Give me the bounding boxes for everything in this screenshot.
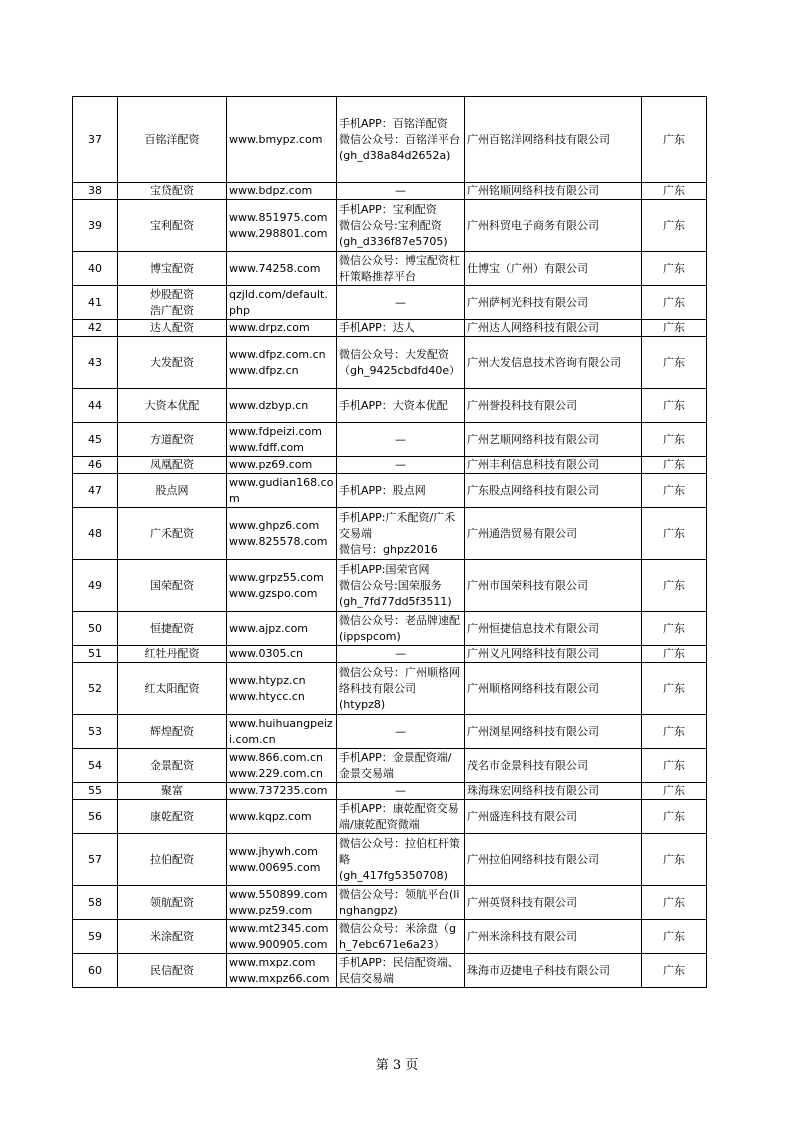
table-row — [73, 320, 707, 337]
row-number: 59 — [73, 920, 118, 954]
platform-app-info: 手机APP：民信配资端、民信交易端 — [337, 954, 465, 988]
row-number: 46 — [73, 457, 118, 474]
platform-website: www.851975.com www.298801.com — [227, 200, 337, 252]
company-name: 广州百铭洋网络科技有限公司 — [465, 97, 642, 183]
company-name: 广州通浩贸易有限公司 — [465, 508, 642, 560]
platform-app-info: 手机APP：达人 — [337, 320, 465, 337]
company-name: 广州拉伯网络科技有限公司 — [465, 834, 642, 886]
row-number: 52 — [73, 663, 118, 715]
table-row — [73, 97, 707, 183]
province: 广东 — [642, 663, 707, 715]
province: 广东 — [642, 183, 707, 200]
platform-name: 拉伯配资 — [118, 834, 227, 886]
company-name: 仕博宝（广州）有限公司 — [465, 252, 642, 286]
row-number: 43 — [73, 337, 118, 389]
province: 广东 — [642, 954, 707, 988]
province: 广东 — [642, 389, 707, 423]
platform-website: www.grpz55.com www.gzspo.com — [227, 560, 337, 612]
table-row — [73, 423, 707, 457]
platform-name: 达人配资 — [118, 320, 227, 337]
platform-app-info: 手机APP:广禾配资/广禾交易端 微信号：ghpz2016 — [337, 508, 465, 560]
platform-app-info: 微信公众号：广州顺格网络科技有限公司 (htypz8) — [337, 663, 465, 715]
platform-app-info: — — [337, 423, 465, 457]
row-number: 42 — [73, 320, 118, 337]
platform-website: www.gudian168.com — [227, 474, 337, 508]
company-name: 广州萨柯光科技有限公司 — [465, 286, 642, 320]
company-name: 广州米涂科技有限公司 — [465, 920, 642, 954]
table-row — [73, 389, 707, 423]
row-number: 54 — [73, 749, 118, 783]
province: 广东 — [642, 612, 707, 646]
row-number: 39 — [73, 200, 118, 252]
table-body — [73, 97, 707, 988]
table-row — [73, 252, 707, 286]
platform-website: www.bdpz.com — [227, 183, 337, 200]
company-name: 广州誉投科技有限公司 — [465, 389, 642, 423]
platform-app-info: 微信公众号：博宝配资杠杆策略推荐平台 — [337, 252, 465, 286]
platform-website: www.550899.com www.pz59.com — [227, 886, 337, 920]
platform-name: 凤凰配资 — [118, 457, 227, 474]
table-row — [73, 886, 707, 920]
company-name: 广州市国荣科技有限公司 — [465, 560, 642, 612]
province: 广东 — [642, 97, 707, 183]
platform-website: www.0305.cn — [227, 646, 337, 663]
platform-app-info: 微信公众号：老品牌速配(ippspcom) — [337, 612, 465, 646]
row-number: 48 — [73, 508, 118, 560]
province: 广东 — [642, 560, 707, 612]
platform-website: www.fdpeizi.com www.fdff.com — [227, 423, 337, 457]
platform-website: www.dfpz.com.cn www.dfpz.cn — [227, 337, 337, 389]
platform-name: 大发配资 — [118, 337, 227, 389]
platform-name: 米涂配资 — [118, 920, 227, 954]
table-row — [73, 457, 707, 474]
page-number: 第 3 页 — [375, 1058, 419, 1073]
company-name: 广州达人网络科技有限公司 — [465, 320, 642, 337]
company-name: 广州丰利信息科技有限公司 — [465, 457, 642, 474]
row-number: 47 — [73, 474, 118, 508]
table-row — [73, 834, 707, 886]
table-row — [73, 920, 707, 954]
row-number: 41 — [73, 286, 118, 320]
table-row — [73, 286, 707, 320]
row-number: 44 — [73, 389, 118, 423]
province: 广东 — [642, 252, 707, 286]
province: 广东 — [642, 800, 707, 834]
platform-app-info: 手机APP：百铭洋配资 微信公众号：百铭洋平台 (gh_d38a84d2652a) — [337, 97, 465, 183]
row-number: 56 — [73, 800, 118, 834]
row-number: 55 — [73, 783, 118, 800]
table-row — [73, 474, 707, 508]
province: 广东 — [642, 320, 707, 337]
platform-website: www.866.com.cn www.229.com.cn — [227, 749, 337, 783]
platform-name: 宝利配资 — [118, 200, 227, 252]
platform-name: 红牡丹配资 — [118, 646, 227, 663]
table-row — [73, 508, 707, 560]
table-row — [73, 783, 707, 800]
company-name: 广州恒捷信息技术有限公司 — [465, 612, 642, 646]
platform-app-info: — — [337, 715, 465, 749]
company-name: 珠海市迈捷电子科技有限公司 — [465, 954, 642, 988]
platform-name: 炒股配资 浩广配资 — [118, 286, 227, 320]
table-row — [73, 663, 707, 715]
platform-name: 百铭洋配资 — [118, 97, 227, 183]
row-number: 50 — [73, 612, 118, 646]
platform-name: 广禾配资 — [118, 508, 227, 560]
platform-name: 金景配资 — [118, 749, 227, 783]
row-number: 53 — [73, 715, 118, 749]
platform-app-info: 微信公众号：大发配资 （gh_9425cbdfd40e） — [337, 337, 465, 389]
province: 广东 — [642, 715, 707, 749]
platform-website: www.huihuangpeizi.com.cn — [227, 715, 337, 749]
row-number: 45 — [73, 423, 118, 457]
table-row — [73, 749, 707, 783]
table-row — [73, 954, 707, 988]
table-row — [73, 715, 707, 749]
company-name: 广州盛连科技有限公司 — [465, 800, 642, 834]
row-number: 57 — [73, 834, 118, 886]
platform-name: 红太阳配资 — [118, 663, 227, 715]
platform-website: qzjld.com/default.php — [227, 286, 337, 320]
company-name: 广州铭顺网络科技有限公司 — [465, 183, 642, 200]
platform-name: 领航配资 — [118, 886, 227, 920]
platform-app-info: — — [337, 457, 465, 474]
platform-website: www.drpz.com — [227, 320, 337, 337]
platform-app-info: 微信公众号：拉伯杠杆策略 (gh_417fg5350708) — [337, 834, 465, 886]
platform-app-info: 手机APP：康乾配资交易端/康乾配资微端 — [337, 800, 465, 834]
platform-website: www.ghpz6.com www.825578.com — [227, 508, 337, 560]
company-name: 珠海珠宏网络科技有限公司 — [465, 783, 642, 800]
company-name: 广东股点网络科技有限公司 — [465, 474, 642, 508]
platform-name: 民信配资 — [118, 954, 227, 988]
platform-website: www.mt2345.com www.900905.com — [227, 920, 337, 954]
platform-name: 博宝配资 — [118, 252, 227, 286]
company-name: 广州浏星网络科技有限公司 — [465, 715, 642, 749]
platform-website: www.jhywh.com www.00695.com — [227, 834, 337, 886]
row-number: 49 — [73, 560, 118, 612]
table-row — [73, 646, 707, 663]
province: 广东 — [642, 834, 707, 886]
platform-website: www.74258.com — [227, 252, 337, 286]
company-name: 茂名市金景科技有限公司 — [465, 749, 642, 783]
row-number: 38 — [73, 183, 118, 200]
table-row — [73, 183, 707, 200]
province: 广东 — [642, 474, 707, 508]
province: 广东 — [642, 749, 707, 783]
table-row — [73, 200, 707, 252]
table-row — [73, 612, 707, 646]
platform-name: 国荣配资 — [118, 560, 227, 612]
platform-name: 辉煌配资 — [118, 715, 227, 749]
platform-app-info: 手机APP：宝利配资 微信公众号:宝利配资 (gh_d336f87e5705) — [337, 200, 465, 252]
platform-app-info: — — [337, 183, 465, 200]
table-row — [73, 800, 707, 834]
province: 广东 — [642, 920, 707, 954]
platform-app-info: — — [337, 783, 465, 800]
platform-name: 方道配资 — [118, 423, 227, 457]
row-number: 40 — [73, 252, 118, 286]
platform-website: www.bmypz.com — [227, 97, 337, 183]
platform-website: www.737235.com — [227, 783, 337, 800]
province: 广东 — [642, 423, 707, 457]
platform-app-info: 微信公众号：领航平台(linghangpz) — [337, 886, 465, 920]
platform-app-info: 手机APP:国荣官网 微信公众号:国荣服务 (gh_7fd77dd5f3511) — [337, 560, 465, 612]
row-number: 60 — [73, 954, 118, 988]
platform-website: www.ajpz.com — [227, 612, 337, 646]
platform-website: www.htypz.cn www.htycc.cn — [227, 663, 337, 715]
platform-name: 恒捷配资 — [118, 612, 227, 646]
province: 广东 — [642, 286, 707, 320]
company-name: 广州科贸电子商务有限公司 — [465, 200, 642, 252]
row-number: 58 — [73, 886, 118, 920]
platform-website: www.dzbyp.cn — [227, 389, 337, 423]
platform-table — [72, 96, 707, 988]
platform-app-info: 微信公众号：米涂盘（gh_7ebc671e6a23） — [337, 920, 465, 954]
platform-website: www.pz69.com — [227, 457, 337, 474]
row-number: 37 — [73, 97, 118, 183]
province: 广东 — [642, 457, 707, 474]
table-row — [73, 337, 707, 389]
province: 广东 — [642, 508, 707, 560]
company-name: 广州顺格网络科技有限公司 — [465, 663, 642, 715]
company-name: 广州义凡网络科技有限公司 — [465, 646, 642, 663]
platform-app-info: 手机APP：大资本优配 — [337, 389, 465, 423]
province: 广东 — [642, 200, 707, 252]
province: 广东 — [642, 646, 707, 663]
platform-app-info: 手机APP：股点网 — [337, 474, 465, 508]
province: 广东 — [642, 337, 707, 389]
platform-website: www.mxpz.com www.mxpz66.com — [227, 954, 337, 988]
company-name: 广州大发信息技术咨询有限公司 — [465, 337, 642, 389]
platform-website: www.kqpz.com — [227, 800, 337, 834]
row-number: 51 — [73, 646, 118, 663]
platform-app-info: — — [337, 286, 465, 320]
platform-app-info: — — [337, 646, 465, 663]
province: 广东 — [642, 783, 707, 800]
province: 广东 — [642, 886, 707, 920]
platform-name: 宝贷配资 — [118, 183, 227, 200]
platform-app-info: 手机APP：金景配资端/金景交易端 — [337, 749, 465, 783]
table-row — [73, 560, 707, 612]
platform-name: 大资本优配 — [118, 389, 227, 423]
company-name: 广州英贤科技有限公司 — [465, 886, 642, 920]
platform-name: 股点网 — [118, 474, 227, 508]
platform-name: 聚富 — [118, 783, 227, 800]
company-name: 广州艺顺网络科技有限公司 — [465, 423, 642, 457]
platform-name: 康乾配资 — [118, 800, 227, 834]
